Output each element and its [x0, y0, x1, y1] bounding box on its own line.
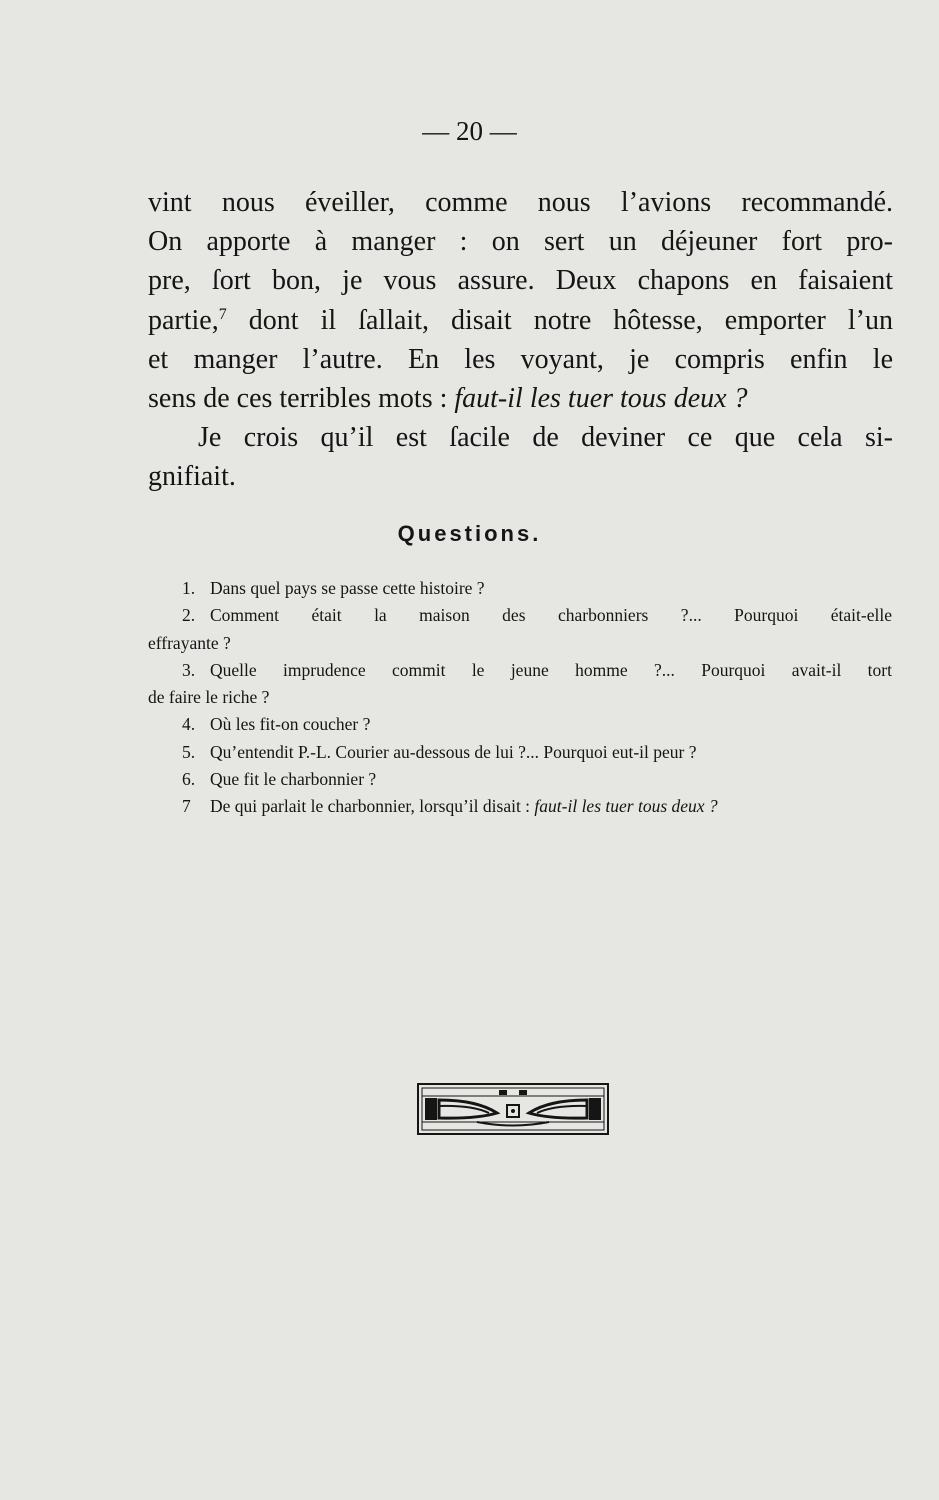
text-line: gnifiait. — [148, 461, 236, 493]
question-number: 1. — [182, 578, 196, 598]
questions-list — [148, 575, 892, 821]
text-fragment: partie, — [148, 304, 219, 336]
page-number: — 20 — — [422, 116, 517, 146]
questions-heading: Questions. — [397, 521, 542, 546]
text-line: pre, ſort bon, je vous assure. Deux chapons en faisaient — [148, 265, 893, 297]
question-italic-quote: faut-il les tuer tous deux ? — [534, 796, 718, 817]
question-text: De qui parlait le charbonnier, lorsqu’il disait : — [210, 796, 535, 817]
question-text: Que fit le charbonnier ? — [210, 769, 377, 790]
text-fragment: dont il ſallait, disait notre hôtesse, emporter l’un — [226, 304, 893, 336]
decorative-ornament-icon — [417, 1083, 609, 1135]
question-text: Où les fit-on coucher ? — [210, 714, 371, 735]
text-line — [148, 301, 893, 340]
text-line: On apporte à manger : on sert un déjeuner fort pro- — [148, 226, 893, 258]
text-line: Je crois qu’il est ſacile de deviner ce que cela si- — [198, 422, 893, 454]
question-continuation: effrayante ? — [148, 632, 231, 653]
question-item — [148, 739, 892, 766]
question-item — [148, 657, 892, 684]
footnote-marker: 7 — [218, 305, 227, 323]
question-item — [148, 602, 892, 629]
question-item — [148, 711, 892, 738]
question-item — [148, 793, 892, 820]
question-text: Qu’entendit P.-L. Courier au-dessous de lui ?... Pourquoi eut-il peur ? — [210, 741, 697, 762]
body-paragraph — [148, 183, 893, 497]
question-item — [148, 766, 892, 793]
question-number: 5. — [182, 741, 196, 762]
text-fragment: sens de ces terribles mots : — [148, 383, 455, 415]
text-line: vint nous éveiller, comme nous l’avions recommandé. — [148, 187, 893, 218]
question-item — [148, 575, 892, 602]
text-line — [148, 379, 893, 418]
question-text: Dans quel pays se passe cette histoire ? — [210, 578, 485, 598]
question-number: 3. — [182, 659, 196, 680]
italic-quote: faut-il les tuer tous deux ? — [454, 383, 748, 415]
question-number: 4. — [182, 714, 196, 735]
question-number: 2. — [182, 605, 196, 626]
text-line: et manger l’autre. En les voyant, je compris enfin le — [148, 343, 893, 375]
question-text: Quelle imprudence commit le jeune homme ?... Pourquoi avait-il tort — [210, 659, 892, 680]
question-continuation: de faire le riche ? — [148, 687, 270, 708]
question-text: Comment était la maison des charbonniers ?... Pourquoi était-elle — [210, 605, 892, 626]
question-number: 7 — [182, 796, 191, 817]
question-number: 6. — [182, 769, 196, 790]
